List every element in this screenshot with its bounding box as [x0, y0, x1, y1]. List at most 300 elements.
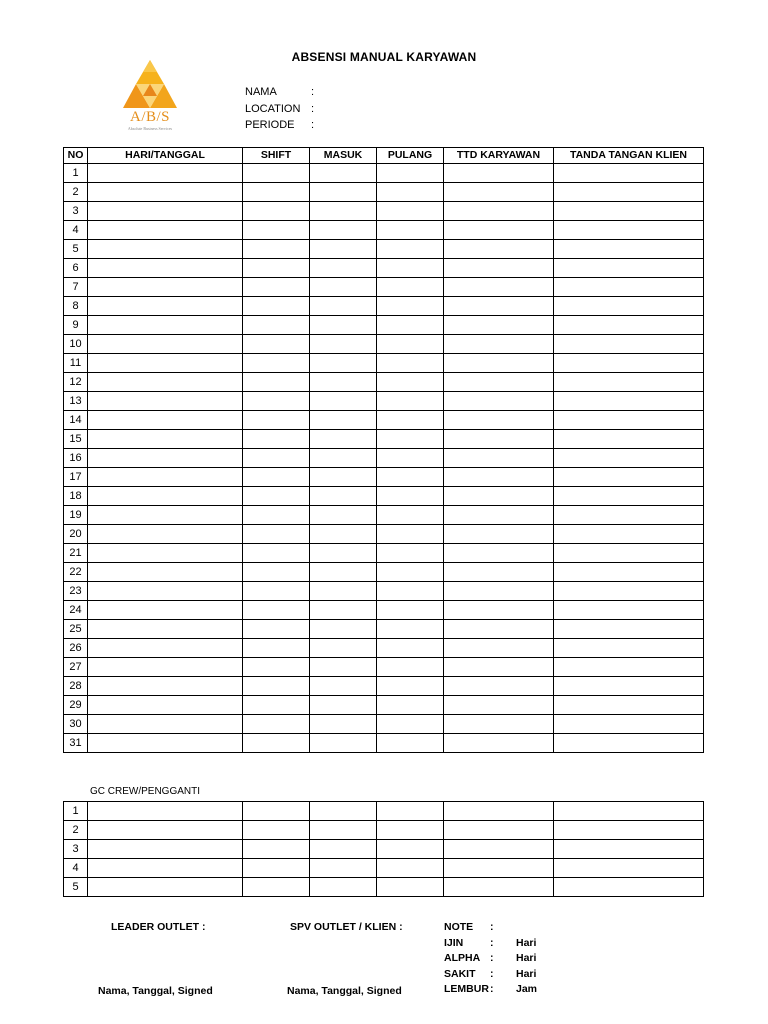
empty-cell[interactable] [554, 802, 704, 821]
empty-cell[interactable] [310, 202, 377, 221]
empty-cell[interactable] [444, 677, 554, 696]
info-label: PERIODE [245, 119, 295, 131]
table-row [64, 392, 704, 411]
empty-cell[interactable] [243, 297, 310, 316]
row-number: 14 [64, 411, 88, 430]
row-number: 24 [64, 601, 88, 620]
empty-cell[interactable] [444, 620, 554, 639]
empty-cell[interactable] [377, 202, 444, 221]
empty-cell[interactable] [377, 240, 444, 259]
empty-cell[interactable] [444, 734, 554, 753]
empty-cell[interactable] [310, 802, 377, 821]
empty-cell[interactable] [310, 878, 377, 897]
empty-cell[interactable] [554, 582, 704, 601]
empty-cell[interactable] [554, 821, 704, 840]
empty-cell[interactable] [377, 278, 444, 297]
empty-cell[interactable] [88, 278, 243, 297]
empty-cell[interactable] [243, 878, 310, 897]
empty-cell[interactable] [243, 802, 310, 821]
empty-cell[interactable] [310, 487, 377, 506]
table-row [64, 316, 704, 335]
empty-cell[interactable] [444, 601, 554, 620]
empty-cell[interactable] [310, 859, 377, 878]
empty-cell[interactable] [243, 449, 310, 468]
empty-cell[interactable] [243, 240, 310, 259]
empty-cell[interactable] [444, 525, 554, 544]
empty-cell[interactable] [310, 297, 377, 316]
empty-cell[interactable] [243, 506, 310, 525]
empty-cell[interactable] [243, 658, 310, 677]
row-number: 1 [64, 164, 88, 183]
empty-cell[interactable] [377, 183, 444, 202]
empty-cell[interactable] [554, 449, 704, 468]
empty-cell[interactable] [377, 392, 444, 411]
table-row [64, 297, 704, 316]
empty-cell[interactable] [243, 620, 310, 639]
empty-cell[interactable] [310, 430, 377, 449]
table-row [64, 696, 704, 715]
empty-cell[interactable] [310, 259, 377, 278]
empty-cell[interactable] [88, 487, 243, 506]
table-header-row [64, 148, 704, 164]
row-number: 2 [64, 183, 88, 202]
empty-cell[interactable] [310, 840, 377, 859]
spv-sign-line: Nama, Tanggal, Signed [287, 985, 402, 997]
empty-cell[interactable] [444, 487, 554, 506]
empty-cell[interactable] [444, 392, 554, 411]
empty-cell[interactable] [554, 544, 704, 563]
empty-cell[interactable] [377, 354, 444, 373]
empty-cell[interactable] [554, 278, 704, 297]
note-label: SAKIT [444, 967, 476, 980]
empty-cell[interactable] [310, 582, 377, 601]
row-number: 5 [64, 240, 88, 259]
empty-cell[interactable] [310, 183, 377, 202]
empty-cell[interactable] [243, 316, 310, 335]
header-hari-tanggal: HARI/TANGGAL [88, 148, 243, 164]
empty-cell[interactable] [88, 525, 243, 544]
empty-cell[interactable] [554, 183, 704, 202]
empty-cell[interactable] [310, 221, 377, 240]
empty-cell[interactable] [444, 373, 554, 392]
note-label: ALPHA [444, 952, 481, 964]
empty-cell[interactable] [554, 468, 704, 487]
empty-cell[interactable] [444, 411, 554, 430]
empty-cell[interactable] [243, 354, 310, 373]
empty-cell[interactable] [554, 316, 704, 335]
empty-cell[interactable] [88, 715, 243, 734]
info-row-nama [245, 84, 314, 101]
empty-cell[interactable] [310, 620, 377, 639]
empty-cell[interactable] [243, 582, 310, 601]
table-row [64, 734, 704, 753]
empty-cell[interactable] [377, 487, 444, 506]
empty-cell[interactable] [444, 802, 554, 821]
empty-cell[interactable] [554, 620, 704, 639]
empty-cell[interactable] [88, 563, 243, 582]
table-row [64, 335, 704, 354]
empty-cell[interactable] [88, 392, 243, 411]
empty-cell[interactable] [554, 392, 704, 411]
empty-cell[interactable] [243, 525, 310, 544]
empty-cell[interactable] [444, 696, 554, 715]
note-colon: : [490, 983, 494, 995]
info-colon: : [311, 86, 315, 98]
row-number: 31 [64, 734, 88, 753]
info-row-location [245, 101, 314, 118]
row-number: 19 [64, 506, 88, 525]
empty-cell[interactable] [243, 563, 310, 582]
empty-cell[interactable] [88, 449, 243, 468]
empty-cell[interactable] [444, 563, 554, 582]
empty-cell[interactable] [554, 840, 704, 859]
empty-cell[interactable] [88, 468, 243, 487]
table-row [64, 525, 704, 544]
empty-cell[interactable] [88, 821, 243, 840]
empty-cell[interactable] [377, 821, 444, 840]
row-number: 20 [64, 525, 88, 544]
row-number: 22 [64, 563, 88, 582]
row-number: 30 [64, 715, 88, 734]
note-colon: : [490, 967, 494, 980]
empty-cell[interactable] [310, 373, 377, 392]
empty-cell[interactable] [554, 487, 704, 506]
empty-cell[interactable] [444, 859, 554, 878]
empty-cell[interactable] [444, 468, 554, 487]
empty-cell[interactable] [554, 696, 704, 715]
row-number: 18 [64, 487, 88, 506]
empty-cell[interactable] [377, 335, 444, 354]
empty-cell[interactable] [88, 183, 243, 202]
empty-cell[interactable] [377, 715, 444, 734]
empty-cell[interactable] [377, 164, 444, 183]
row-number: 9 [64, 316, 88, 335]
table-row [64, 164, 704, 183]
note-row [444, 951, 537, 967]
empty-cell[interactable] [377, 734, 444, 753]
empty-cell[interactable] [377, 677, 444, 696]
empty-cell[interactable] [88, 430, 243, 449]
empty-cell[interactable] [243, 677, 310, 696]
row-number: 2 [64, 821, 88, 840]
empty-cell[interactable] [88, 878, 243, 897]
empty-cell[interactable] [377, 221, 444, 240]
empty-cell[interactable] [310, 316, 377, 335]
empty-cell[interactable] [310, 468, 377, 487]
row-number: 26 [64, 639, 88, 658]
row-number: 23 [64, 582, 88, 601]
gc-crew-table [63, 801, 704, 897]
empty-cell[interactable] [377, 506, 444, 525]
empty-cell[interactable] [377, 878, 444, 897]
empty-cell[interactable] [310, 525, 377, 544]
empty-cell[interactable] [377, 563, 444, 582]
table-row [64, 639, 704, 658]
empty-cell[interactable] [554, 506, 704, 525]
empty-cell[interactable] [377, 639, 444, 658]
empty-cell[interactable] [88, 354, 243, 373]
empty-cell[interactable] [554, 430, 704, 449]
empty-cell[interactable] [88, 316, 243, 335]
empty-cell[interactable] [554, 221, 704, 240]
empty-cell[interactable] [377, 544, 444, 563]
empty-cell[interactable] [444, 878, 554, 897]
empty-cell[interactable] [444, 278, 554, 297]
table-row [64, 411, 704, 430]
note-row [444, 982, 537, 998]
empty-cell[interactable] [88, 259, 243, 278]
empty-cell[interactable] [310, 335, 377, 354]
abs-logo [117, 58, 187, 138]
empty-cell[interactable] [377, 620, 444, 639]
empty-cell[interactable] [444, 316, 554, 335]
table-row [64, 240, 704, 259]
empty-cell[interactable] [243, 840, 310, 859]
row-number: 3 [64, 840, 88, 859]
empty-cell[interactable] [243, 221, 310, 240]
empty-cell[interactable] [377, 802, 444, 821]
row-number: 16 [64, 449, 88, 468]
empty-cell[interactable] [88, 840, 243, 859]
empty-cell[interactable] [444, 202, 554, 221]
empty-cell[interactable] [554, 715, 704, 734]
empty-cell[interactable] [377, 316, 444, 335]
note-unit: Hari [516, 936, 537, 949]
table-row [64, 601, 704, 620]
info-colon: : [311, 119, 315, 131]
empty-cell[interactable] [243, 544, 310, 563]
table-row [64, 487, 704, 506]
empty-cell[interactable] [88, 658, 243, 677]
empty-cell[interactable] [243, 259, 310, 278]
empty-cell[interactable] [310, 240, 377, 259]
empty-cell[interactable] [444, 335, 554, 354]
empty-cell[interactable] [243, 335, 310, 354]
empty-cell[interactable] [444, 240, 554, 259]
info-label: LOCATION [245, 102, 301, 115]
empty-cell[interactable] [88, 373, 243, 392]
empty-cell[interactable] [243, 859, 310, 878]
empty-cell[interactable] [554, 525, 704, 544]
employee-info [245, 84, 314, 134]
empty-cell[interactable] [554, 859, 704, 878]
table-row [64, 202, 704, 221]
empty-cell[interactable] [243, 278, 310, 297]
empty-cell[interactable] [377, 411, 444, 430]
empty-cell[interactable] [554, 878, 704, 897]
gc-crew-label: GC CREW/PENGGANTI [90, 786, 201, 797]
empty-cell[interactable] [444, 297, 554, 316]
empty-cell[interactable] [377, 430, 444, 449]
table-row [64, 658, 704, 677]
empty-cell[interactable] [554, 411, 704, 430]
table-row [64, 563, 704, 582]
empty-cell[interactable] [554, 259, 704, 278]
empty-cell[interactable] [377, 449, 444, 468]
table-row [64, 183, 704, 202]
empty-cell[interactable] [310, 658, 377, 677]
empty-cell[interactable] [377, 373, 444, 392]
empty-cell[interactable] [310, 506, 377, 525]
form-title: ABSENSI MANUAL KARYAWAN [291, 50, 477, 64]
empty-cell[interactable] [310, 715, 377, 734]
empty-cell[interactable] [88, 802, 243, 821]
note-unit: Hari [516, 952, 537, 964]
empty-cell[interactable] [88, 411, 243, 430]
empty-cell[interactable] [88, 734, 243, 753]
empty-cell[interactable] [88, 696, 243, 715]
empty-cell[interactable] [444, 840, 554, 859]
empty-cell[interactable] [377, 259, 444, 278]
row-number: 4 [64, 859, 88, 878]
table-row [64, 373, 704, 392]
header-ttd-karyawan: TTD KARYAWAN [444, 148, 554, 164]
empty-cell[interactable] [243, 487, 310, 506]
empty-cell[interactable] [377, 840, 444, 859]
empty-cell[interactable] [377, 582, 444, 601]
empty-cell[interactable] [88, 297, 243, 316]
empty-cell[interactable] [310, 354, 377, 373]
table-row [64, 278, 704, 297]
empty-cell[interactable] [310, 677, 377, 696]
header-masuk: MASUK [310, 148, 377, 164]
table-row [64, 468, 704, 487]
empty-cell[interactable] [444, 658, 554, 677]
empty-cell[interactable] [377, 696, 444, 715]
empty-cell[interactable] [377, 468, 444, 487]
empty-cell[interactable] [310, 639, 377, 658]
row-number: 6 [64, 259, 88, 278]
empty-cell[interactable] [554, 373, 704, 392]
empty-cell[interactable] [88, 582, 243, 601]
empty-cell[interactable] [554, 164, 704, 183]
note-unit: Hari [516, 967, 537, 980]
note-row [444, 920, 537, 936]
empty-cell[interactable] [310, 411, 377, 430]
table-row [64, 506, 704, 525]
empty-cell[interactable] [88, 221, 243, 240]
empty-cell[interactable] [554, 658, 704, 677]
empty-cell[interactable] [554, 563, 704, 582]
empty-cell[interactable] [88, 506, 243, 525]
empty-cell[interactable] [310, 563, 377, 582]
row-number: 10 [64, 335, 88, 354]
empty-cell[interactable] [310, 821, 377, 840]
spv-outlet-label: SPV OUTLET / KLIEN : [290, 921, 403, 933]
header-no: NO [64, 148, 88, 164]
empty-cell[interactable] [243, 183, 310, 202]
note-label: NOTE [444, 921, 474, 933]
empty-cell[interactable] [554, 734, 704, 753]
attendance-table [63, 147, 704, 753]
empty-cell[interactable] [554, 335, 704, 354]
empty-cell[interactable] [310, 601, 377, 620]
empty-cell[interactable] [243, 411, 310, 430]
empty-cell[interactable] [310, 734, 377, 753]
empty-cell[interactable] [554, 354, 704, 373]
empty-cell[interactable] [444, 821, 554, 840]
empty-cell[interactable] [444, 183, 554, 202]
table-row [64, 802, 704, 821]
empty-cell[interactable] [243, 715, 310, 734]
table-row [64, 544, 704, 563]
row-number: 28 [64, 677, 88, 696]
info-label: NAMA [245, 86, 277, 98]
empty-cell[interactable] [444, 449, 554, 468]
empty-cell[interactable] [444, 430, 554, 449]
empty-cell[interactable] [88, 601, 243, 620]
empty-cell[interactable] [444, 639, 554, 658]
empty-cell[interactable] [243, 373, 310, 392]
empty-cell[interactable] [88, 544, 243, 563]
empty-cell[interactable] [310, 544, 377, 563]
leader-sign-line: Nama, Tanggal, Signed [98, 985, 213, 997]
empty-cell[interactable] [243, 164, 310, 183]
empty-cell[interactable] [554, 677, 704, 696]
empty-cell[interactable] [243, 601, 310, 620]
empty-cell[interactable] [88, 202, 243, 221]
empty-cell[interactable] [554, 601, 704, 620]
empty-cell[interactable] [377, 859, 444, 878]
empty-cell[interactable] [88, 335, 243, 354]
empty-cell[interactable] [444, 506, 554, 525]
empty-cell[interactable] [310, 164, 377, 183]
empty-cell[interactable] [444, 544, 554, 563]
empty-cell[interactable] [243, 696, 310, 715]
empty-cell[interactable] [444, 164, 554, 183]
empty-cell[interactable] [88, 639, 243, 658]
empty-cell[interactable] [554, 202, 704, 221]
empty-cell[interactable] [444, 715, 554, 734]
empty-cell[interactable] [310, 392, 377, 411]
empty-cell[interactable] [554, 297, 704, 316]
row-number: 4 [64, 221, 88, 240]
empty-cell[interactable] [88, 620, 243, 639]
empty-cell[interactable] [88, 859, 243, 878]
table-row [64, 715, 704, 734]
empty-cell[interactable] [310, 278, 377, 297]
empty-cell[interactable] [554, 240, 704, 259]
table-row [64, 221, 704, 240]
empty-cell[interactable] [310, 449, 377, 468]
empty-cell[interactable] [243, 392, 310, 411]
empty-cell[interactable] [377, 525, 444, 544]
empty-cell[interactable] [444, 221, 554, 240]
empty-cell[interactable] [88, 677, 243, 696]
empty-cell[interactable] [554, 639, 704, 658]
empty-cell[interactable] [243, 202, 310, 221]
row-number: 5 [64, 878, 88, 897]
empty-cell[interactable] [444, 354, 554, 373]
empty-cell[interactable] [243, 639, 310, 658]
empty-cell[interactable] [377, 658, 444, 677]
empty-cell[interactable] [444, 582, 554, 601]
leader-outlet-label: LEADER OUTLET : [111, 921, 206, 933]
empty-cell[interactable] [444, 259, 554, 278]
empty-cell[interactable] [243, 468, 310, 487]
empty-cell[interactable] [310, 696, 377, 715]
empty-cell[interactable] [243, 734, 310, 753]
empty-cell[interactable] [377, 297, 444, 316]
table-row [64, 821, 704, 840]
empty-cell[interactable] [88, 240, 243, 259]
empty-cell[interactable] [88, 164, 243, 183]
empty-cell[interactable] [377, 601, 444, 620]
empty-cell[interactable] [243, 821, 310, 840]
table-row [64, 449, 704, 468]
empty-cell[interactable] [243, 430, 310, 449]
header-tanda-tangan-klien: TANDA TANGAN KLIEN [554, 148, 704, 164]
